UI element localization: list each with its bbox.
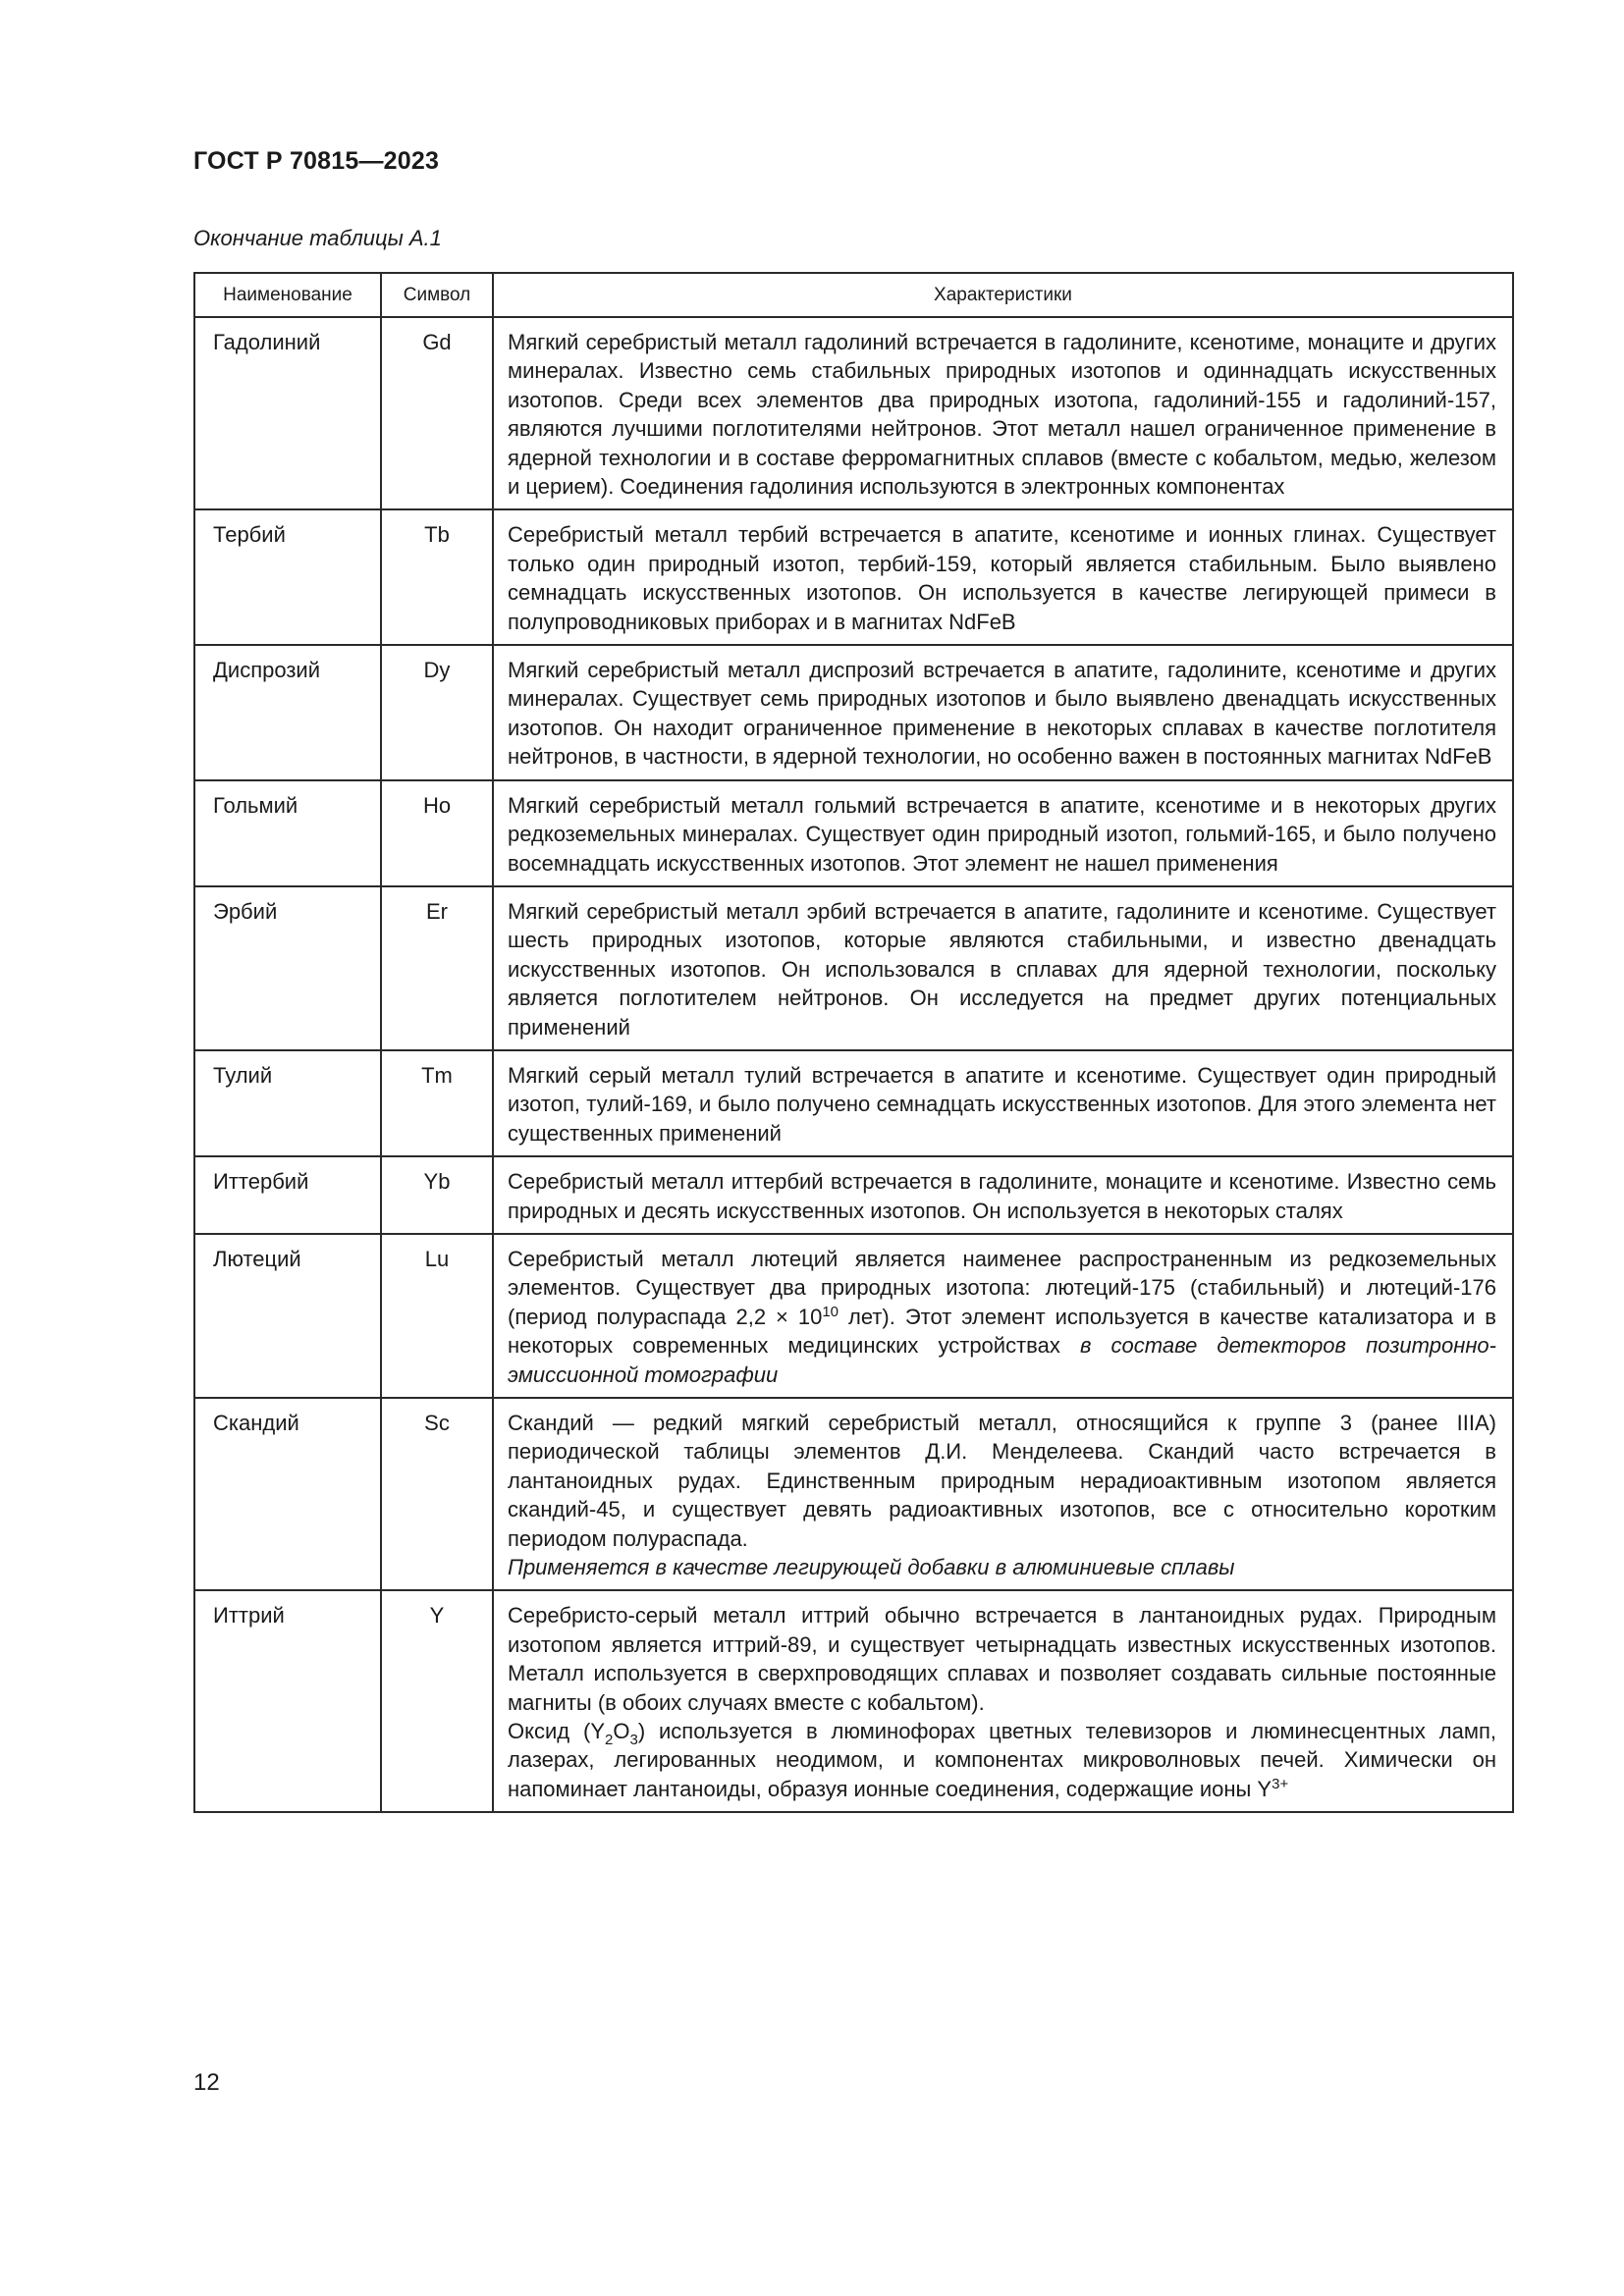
description-paragraph [508,656,1496,772]
description-text: Серебристо-серый металл иттрий обычно встречается в лантаноидных рудах. Природным изотопом является иттрий-89, и существует четырнадцать известных искусственных изотопов. Металл используется в сверхпроводящих сплавах и позволяет создавать сильные постоянные магниты (в обоих случаях вместе с кобальтом). [508,1603,1496,1715]
element-symbol: Sc [381,1398,493,1590]
element-symbol: Yb [381,1156,493,1234]
italic-text: Применяется в качестве легирующей добавки в алюминиевые сплавы [508,1555,1235,1580]
column-header-symbol: Символ [381,273,493,317]
description-paragraph [508,1167,1496,1225]
element-symbol: Dy [381,645,493,780]
element-description [493,1398,1513,1590]
superscript-text: 10 [822,1303,839,1320]
element-description [493,1156,1513,1234]
element-symbol: Tb [381,509,493,645]
table-row [194,1234,1513,1398]
description-paragraph [508,1409,1496,1553]
table-row [194,509,1513,645]
description-text: Мягкий серый металл тулий встречается в апатите и ксенотиме. Существует один природный изотоп, тулий-169, и было получено семнадцать искусственных изотопов. Для этого элемента нет существенных применений [508,1062,1496,1146]
element-symbol: Er [381,886,493,1050]
description-paragraph [508,1553,1496,1581]
element-description [493,886,1513,1050]
element-symbol: Y [381,1590,493,1812]
table-row [194,886,1513,1050]
description-paragraph [508,520,1496,636]
table-row [194,317,1513,509]
element-description [493,645,1513,780]
description-text: Оксид (Y [508,1719,605,1744]
table-row [194,1590,1513,1812]
table-row [194,1156,1513,1234]
element-description [493,780,1513,886]
subscript-text: 2 [605,1732,614,1749]
element-name: Тербий [194,509,381,645]
element-name: Иттербий [194,1156,381,1234]
element-symbol: Tm [381,1050,493,1156]
element-description [493,1590,1513,1812]
description-paragraph [508,1245,1496,1389]
description-paragraph [508,791,1496,878]
element-description [493,1050,1513,1156]
superscript-text: 3+ [1272,1775,1289,1792]
elements-table [193,272,1514,1813]
element-description [493,509,1513,645]
description-text: Мягкий серебристый металл гольмий встречается в апатите, ксенотиме и в некоторых других редкоземельных минералах. Существует один природный изотоп, гольмий-165, и было получено восемнадцать искусственных изотопов. Этот элемент не нашел применения [508,792,1496,876]
element-name: Иттрий [194,1590,381,1812]
element-name: Скандий [194,1398,381,1590]
element-name: Диспрозий [194,645,381,780]
description-text: Мягкий серебристый металл диспрозий встречается в апатите, гадолините, ксенотиме и других минералах. Существует семь природных изотопов и было выявлено двенадцать искусственных изотопов. Он находит ограниченное применение в некоторых сплавах в качестве поглотителя нейтронов, в частности, в ядерной технологии, но особенно важен в постоянных магнитах NdFeB [508,658,1496,770]
table-row [194,1398,1513,1590]
description-text: лет). Этот элемент используется в качестве катализатора и в некоторых современных медицинских устройствах [508,1304,1496,1359]
description-text: ) используется в люминофорах цветных телевизоров и люминесцентных ламп, лазерах, легированных неодимом, и компонентах микроволновых печей. Химически он напоминает лантаноиды, образуя ионные соединения, содержащие ионы Y [508,1719,1497,1801]
subscript-text: 3 [629,1732,638,1749]
element-name: Эрбий [194,886,381,1050]
description-text: Мягкий серебристый металл эрбий встречается в апатите, гадолините и ксенотиме. Существует шесть природных изотопов, которые являются стабильными, и известно двенадцать искусственных изотопов. Он использовался в сплавах для ядерной технологии, поскольку является поглотителем нейтронов. Он исследуется на предмет других потенциальных применений [508,898,1496,1040]
description-text: Серебристый металл лютеций является наименее распространенным из редкоземельных элементов. Существует два природных изотопа: лютеций-175 (стабильный) и лютеций-176 (период полураспада 2,2 × 10 [508,1246,1496,1329]
element-name: Лютеций [194,1234,381,1398]
element-description [493,1234,1513,1398]
italic-text: в составе детекторов позитронно-эмиссионной томографии [508,1333,1496,1387]
table-row [194,780,1513,886]
description-paragraph [508,1601,1496,1717]
description-text: Серебристый металл тербий встречается в апатите, ксенотиме и ионных глинах. Существует только один природный изотоп, тербий-159, который является стабильным. Было выявлено семнадцать искусственных изотопов. Он используется в качестве легирующей примеси в полупроводниковых приборах и в магнитах NdFeB [508,522,1496,634]
document-header: ГОСТ Р 70815—2023 [193,147,440,175]
element-name: Гадолиний [194,317,381,509]
table-caption: Окончание таблицы А.1 [193,226,442,250]
description-paragraph [508,897,1496,1041]
column-header-name: Наименование [194,273,381,317]
table-row [194,1050,1513,1156]
description-text: Серебристый металл иттербий встречается в гадолините, монаците и ксенотиме. Известно семь природных и десять искусственных изотопов. Он используется в некоторых сталях [508,1169,1496,1223]
description-paragraph [508,1061,1496,1148]
element-symbol: Gd [381,317,493,509]
element-name: Гольмий [194,780,381,886]
table-body [194,317,1513,1812]
description-text: Мягкий серебристый металл гадолиний встречается в гадолините, ксенотиме, монаците и других минералах. Известно семь стабильных природных изотопов и одиннадцать искусственных изотопов. Среди всех элементов два природных изотопа, гадолиний-155 и гадолиний-157, являются лучшими поглотителями нейтронов. Этот металл нашел ограниченное применение в ядерной технологии и в составе ферромагнитных сплавов (вместе с кобальтом, медью, железом и церием). Соединения гадолиния используются в электронных компонентах [508,330,1496,500]
description-paragraph [508,328,1496,501]
element-name: Тулий [194,1050,381,1156]
description-paragraph [508,1717,1496,1803]
column-header-description: Характеристики [493,273,1513,317]
description-text: O [613,1719,630,1744]
element-description [493,317,1513,509]
element-symbol: Lu [381,1234,493,1398]
page-number: 12 [193,2069,220,2096]
table-row [194,645,1513,780]
table-header-row [194,273,1513,317]
element-symbol: Ho [381,780,493,886]
description-text: Скандий — редкий мягкий серебристый металл, относящийся к группе 3 (ранее IIIA) периодической таблицы элементов Д.И. Менделеева. Скандий часто встречается в лантаноидных рудах. Единственным природным нерадиоактивным изотопом является скандий-45, и существует девять радиоактивных изотопов, все с относительно коротким периодом полураспада. [508,1411,1496,1551]
